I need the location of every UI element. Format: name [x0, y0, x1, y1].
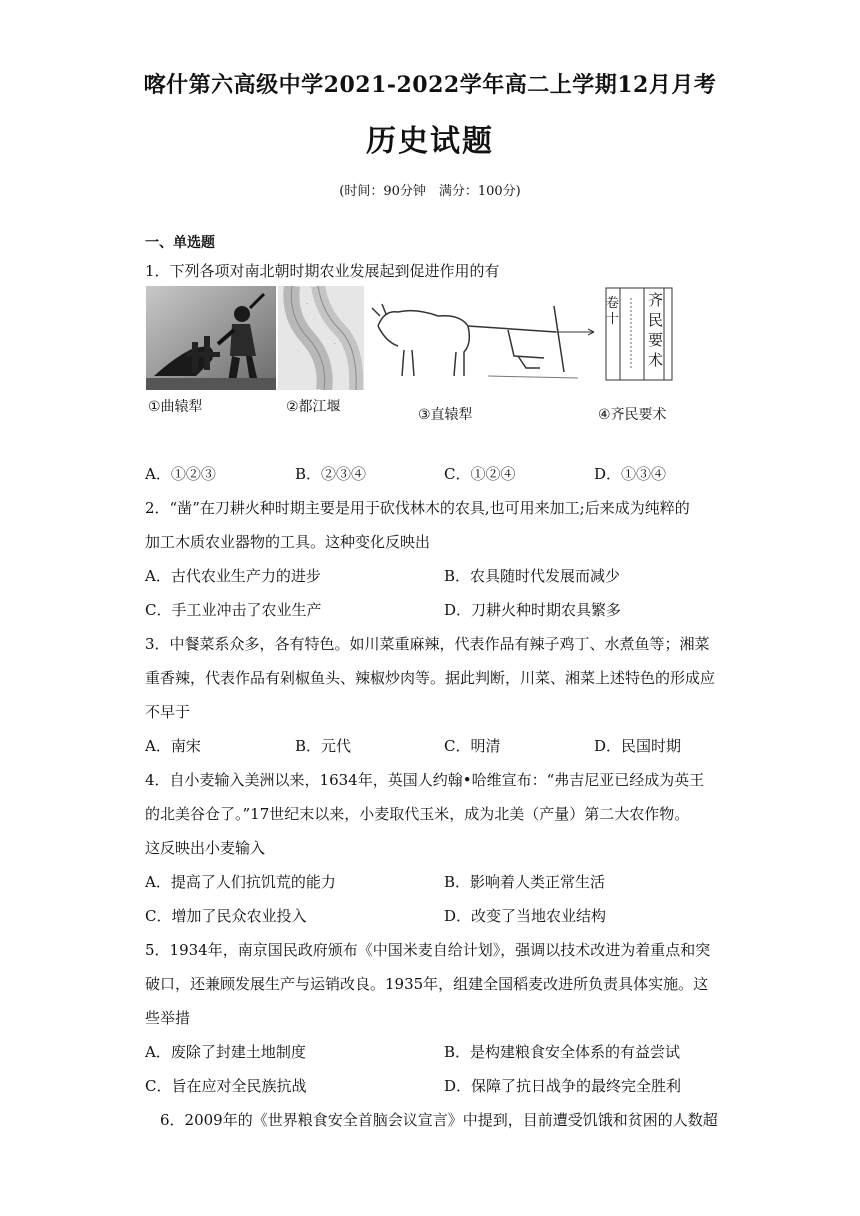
figure-caption-2: ②都江堰 — [286, 399, 341, 415]
plow-farmer-illustration — [146, 286, 276, 390]
figure-dujiangyan — [278, 286, 364, 390]
q5-option-a: A．废除了封建土地制度 — [145, 1043, 306, 1061]
q3-option-a: A．南宋 — [145, 737, 201, 755]
subject-title: 历史试题 — [366, 124, 494, 159]
question-3-line-1: 3．中餐菜系众多，各有特色。如川菜重麻辣，代表作品有辣子鸡丁、水煮鱼等；湘菜 — [145, 635, 710, 653]
q1-option-c: C．①②④ — [444, 465, 516, 483]
q4-option-c: C．增加了民众农业投入 — [145, 907, 307, 925]
svg-text:·: · — [306, 301, 308, 308]
book-title-vertical: 齐民要术 — [648, 291, 664, 369]
q2-option-a: A．古代农业生产力的进步 — [145, 567, 321, 585]
question-3-line-3: 不早于 — [145, 703, 191, 721]
question-5-line-2: 破口，还兼顾发展生产与运销改良。1935年，组建全国稻麦改进所负责具体实施。这 — [145, 975, 709, 993]
q1-option-b: B．②③④ — [295, 465, 367, 483]
question-2-line-2: 加工木质农业器物的工具。这种变化反映出 — [145, 533, 431, 551]
question-4-line-1: 4．自小麦输入美洲以来，1634年，英国人约翰•哈维宣布：“弗吉尼亚已经成为英王 — [145, 771, 705, 789]
question-1-stem: 1．下列各项对南北朝时期农业发展起到促进作用的有 — [145, 262, 500, 280]
q3-option-c: C．明清 — [444, 737, 501, 755]
q3-option-d: D．民国时期 — [594, 737, 682, 755]
q4-option-a: A．提高了人们抗饥荒的能力 — [145, 873, 336, 891]
q2-option-b: B．农具随时代发展而减少 — [444, 567, 621, 585]
svg-text:·: · — [334, 341, 336, 348]
question-2-line-1: 2．“凿”在刀耕火种时期主要是用于砍伐林木的农具,也可用来加工;后来成为纯粹的 — [145, 499, 690, 517]
book-volume-vertical: 卷十 — [606, 296, 620, 327]
section-heading: 一、单选题 — [145, 235, 215, 251]
ox-plow-drawing — [368, 286, 598, 390]
q2-option-d: D．刀耕火种时期农具繁多 — [444, 601, 622, 619]
q2-option-c: C．手工业冲击了农业生产 — [145, 601, 322, 619]
q5-option-d: D．保障了抗日战争的最终完全胜利 — [444, 1077, 682, 1095]
question-5-line-3: 些举措 — [145, 1009, 191, 1027]
figure-straight-plow — [368, 286, 598, 390]
q4-option-d: D．改变了当地农业结构 — [444, 907, 607, 925]
figure-caption-4: ④齐民要术 — [598, 407, 667, 423]
exam-title: 喀什第六高级中学2021-2022学年高二上学期12月月考 — [143, 72, 717, 98]
q4-option-b: B．影响着人类正常生活 — [444, 873, 606, 891]
q5-option-c: C．旨在应对全民族抗战 — [145, 1077, 307, 1095]
q5-option-b: B．是构建粮食安全体系的有益尝试 — [444, 1043, 681, 1061]
figure-caption-3: ③直辕犁 — [418, 407, 473, 423]
question-5-line-1: 5．1934年，南京国民政府颁布《中国米麦自给计划》，强调以技术改进为着重点和突 — [145, 941, 711, 959]
dujiangyan-map — [278, 286, 364, 390]
q1-option-d: D．①③④ — [594, 465, 667, 483]
q1-option-a: A．①②③ — [145, 465, 216, 483]
question-1-figures — [146, 286, 676, 426]
figure-caption-1: ①曲辕犁 — [148, 399, 203, 415]
question-4-line-3: 这反映出小麦输入 — [145, 839, 266, 857]
figure-curved-plow — [146, 286, 276, 390]
question-6-line-1: 6．2009年的《世界粮食安全首脑会议宣言》中提到，目前遭受饥饿和贫困的人数超 — [160, 1111, 718, 1129]
question-3-line-2: 重香辣，代表作品有剁椒鱼头、辣椒炒肉等。据此判断，川菜、湘菜上述特色的形成应 — [145, 669, 716, 687]
question-4-line-2: 的北美谷仓了。”17世纪末以来，小麦取代玉米，成为北美（产量）第二大农作物。 — [145, 805, 690, 823]
figure-qimin-yaoshu — [604, 286, 674, 390]
exam-time-score: (时间：90分钟 满分：100分) — [339, 184, 521, 199]
q3-option-b: B．元代 — [295, 737, 352, 755]
